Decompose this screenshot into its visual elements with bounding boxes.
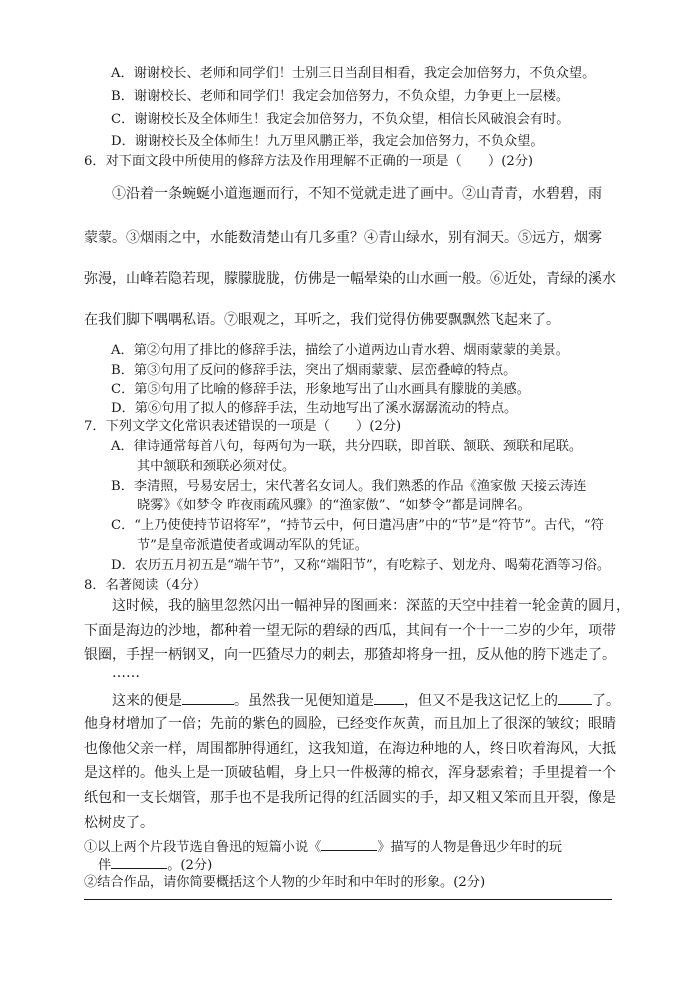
answer-blank[interactable] bbox=[321, 836, 377, 851]
q7-option-d: D．农历五月初五是“端午节”，又称“端阳节”，有吃粽子、划龙舟、喝菊花酒等习俗。 bbox=[111, 558, 611, 573]
text-segment: 这来的便是 bbox=[112, 693, 182, 709]
text-segment: 。虽然我一见便知道是 bbox=[234, 693, 374, 709]
text-segment: 伴 bbox=[98, 858, 112, 873]
q5-option-c: C．谢谢校长及全体师生！我定会加倍努力，不负众望，相信长风破浪会有时。 bbox=[111, 112, 570, 127]
q6-passage-line: ①沿着一条蜿蜒小道迤逦而行，不知不觉就走进了画中。②山青青，水碧碧，雨 bbox=[112, 186, 602, 202]
q7-stem: 7．下列文学文化常识表述错误的一项是（ ）(2分) bbox=[84, 419, 402, 434]
text-segment: 》描写的人物是鲁迅少年时的玩 bbox=[377, 840, 562, 855]
text-segment: ①以上两个片段节选自鲁迅的短篇小说《 bbox=[84, 840, 322, 855]
answer-line[interactable] bbox=[84, 899, 612, 900]
q6-option-c: C．第⑤句用了比喻的修辞手法，形象地写出了山水画具有朦胧的美感。 bbox=[111, 382, 530, 397]
answer-blank[interactable] bbox=[374, 690, 404, 705]
q8-excerpt-line: 这时候，我的脑里忽然闪出一幅神异的图画来：深蓝的天空中挂着一轮金黄的圆月， bbox=[112, 598, 630, 614]
q7-option-a-cont: 其中颔联和颈联必须对仗。 bbox=[137, 459, 296, 474]
q7-option-c: C．“上乃使使持节诏将军”，“持节云中，何日遣冯唐”中的“节”是“符节”。古代，“符 bbox=[111, 518, 604, 533]
q7-option-a: A．律诗通常每首八句，每两句为一联，共分四联，即首联、颔联、颈联和尾联。 bbox=[111, 439, 583, 454]
q6-option-a: A．第②句用了排比的修辞手法，描绘了小道两边山青水碧、烟雨蒙蒙的美景。 bbox=[111, 343, 569, 358]
q8-excerpt-line: 银圈，手捏一柄钢叉，向一匹猹尽力的刺去，那猹却将身一扭，反从他的胯下逃走了。 bbox=[84, 647, 616, 663]
q8-excerpt-line: 下面是海边的沙地，都种着一望无际的碧绿的西瓜，其间有一个十一二岁的少年，项带 bbox=[84, 623, 616, 639]
q8-excerpt-line: 是这样的。他头上是一顶破毡帽，身上只一件极薄的棉衣，浑身瑟索着；手里提着一个 bbox=[84, 765, 616, 781]
q6-stem: 6．对下面文段中所使用的修辞方法及作用理解不正确的一项是（ ）(2分) bbox=[84, 154, 534, 169]
text-segment: 了。 bbox=[592, 693, 620, 709]
ellipsis: …… bbox=[112, 665, 140, 681]
q7-option-b-cont: 晓雾》《如梦令 昨夜雨疏风骤》的“渔家傲”、“如梦令”都是词牌名。 bbox=[137, 498, 531, 513]
q8-sub-question-2: ②结合作品，请你简要概括这个人物的少年时和中年时的形象。(2分) bbox=[84, 875, 486, 890]
q8-sub-question-1-cont bbox=[98, 854, 212, 875]
text-segment: 。(2分) bbox=[167, 858, 213, 873]
q8-excerpt-line: 松树皮了。 bbox=[84, 815, 154, 831]
answer-blank[interactable] bbox=[111, 854, 167, 869]
q5-option-d: D．谢谢校长及全体师生！九万里风鹏正举，我定会加倍努力，不负众望。 bbox=[111, 134, 544, 149]
q6-option-b: B．第③句用了反问的修辞手法，突出了烟雨蒙蒙、层峦叠嶂的特点。 bbox=[111, 363, 517, 378]
q8-stem: 8．名著阅读（4分） bbox=[84, 578, 207, 593]
q8-excerpt-line: 也像他父亲一样，周围都肿得通红，这我知道，在海边种地的人，终日吹着海风，大抵 bbox=[84, 741, 616, 757]
q7-option-c-cont: 节”是皇帝派遣使者或调动军队的凭证。 bbox=[137, 538, 368, 553]
q6-passage-line: 弥漫，山峰若隐若现，朦朦胧胧，仿佛是一幅晕染的山水画一般。⑥近处，青绿的溪水 bbox=[84, 271, 616, 287]
q7-option-b: B．李清照，号易安居士，宋代著名女词人。我们熟悉的作品《渔家傲 天接云涛连 bbox=[111, 479, 587, 494]
q8-excerpt-line: 他身材增加了一倍；先前的紫色的圆脸，已经变作灰黄，而且加上了很深的皱纹；眼睛 bbox=[84, 716, 616, 732]
q5-option-b: B．谢谢校长、老师和同学们！我定会加倍努力，不负众望，力争更上一层楼。 bbox=[111, 89, 570, 104]
q6-passage-line: 在我们脚下喁喁私语。⑦眼观之，耳听之，我们觉得仿佛要飘飘然飞起来了。 bbox=[84, 312, 560, 328]
answer-blank[interactable] bbox=[182, 690, 234, 705]
q5-option-a: A．谢谢校长、老师和同学们！士别三日当刮目相看，我定会加倍努力，不负众望。 bbox=[111, 66, 596, 81]
q8-excerpt2-first-line bbox=[112, 690, 620, 710]
answer-blank[interactable] bbox=[558, 690, 592, 705]
q6-option-d: D．第⑥句用了拟人的修辞手法，生动地写出了溪水潺潺流动的特点。 bbox=[111, 401, 518, 416]
q6-passage-line: 蒙蒙。③烟雨之中，水能数清楚山有几多重？④青山绿水，别有洞天。⑤远方，烟雾 bbox=[84, 230, 602, 246]
q8-excerpt-line: 纸包和一支长烟管，那手也不是我所记得的红活圆实的手，却又粗又笨而且开裂，像是 bbox=[84, 790, 616, 806]
text-segment: ，但又不是我这记忆上的 bbox=[404, 693, 558, 709]
